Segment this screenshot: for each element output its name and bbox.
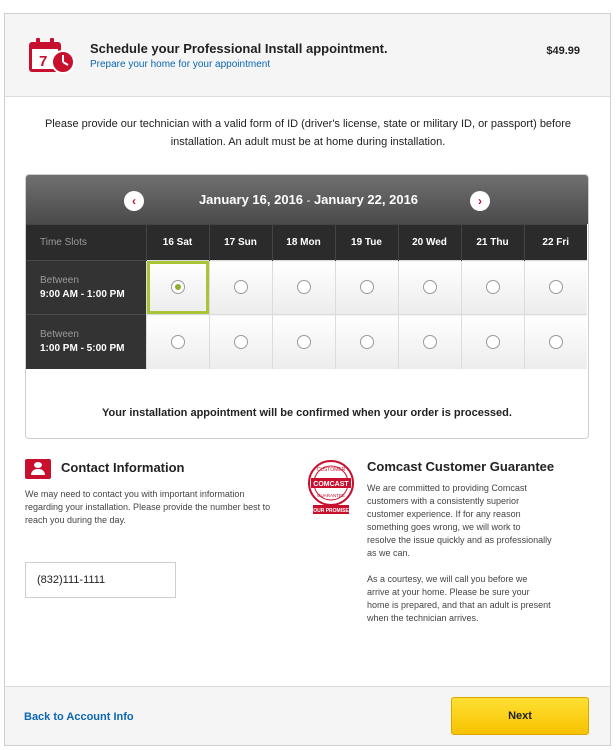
- calendar-clock-icon: [27, 36, 77, 76]
- slot-radio[interactable]: [297, 335, 311, 349]
- page-title: Schedule your Professional Install appointment.: [90, 41, 388, 56]
- guarantee-paragraph-1: We are committed to providing Comcast customers with a consistently superior customer experience. If for any reason something goes wrong, we will work to resolve the issue quickly and as professionally as we can.: [367, 483, 552, 558]
- slot-cell[interactable]: [335, 315, 398, 369]
- slot-radio[interactable]: [549, 335, 563, 349]
- footer: [5, 686, 610, 745]
- time-slot-label: [26, 261, 146, 315]
- next-button[interactable]: Next: [451, 697, 589, 735]
- guarantee-paragraph-2: As a courtesy, we will call you before we arrive at your home. Please be sure your home is prepared, and that an adult is present when the technician arrives.: [367, 574, 551, 623]
- slot-cell[interactable]: [209, 315, 272, 369]
- time-slot-row: [26, 315, 587, 369]
- chevron-left-icon: ‹: [132, 194, 136, 208]
- install-panel: [4, 13, 611, 746]
- slot-radio[interactable]: [549, 280, 563, 294]
- slot-radio[interactable]: [423, 335, 437, 349]
- slot-cell[interactable]: [524, 261, 587, 315]
- slot-time-range: 1:00 PM - 5:00 PM: [40, 342, 125, 354]
- week-start: January 16, 2016: [198, 192, 304, 207]
- contact-description: We may need to contact you with important information regarding your installation. Please provide the number best to reach you during the day.: [25, 489, 271, 525]
- time-slot-label: [26, 315, 146, 369]
- appointment-scheduler: [25, 174, 589, 439]
- slot-radio[interactable]: [360, 335, 374, 349]
- slot-between-label: Between: [40, 328, 79, 340]
- slot-cell[interactable]: [272, 315, 335, 369]
- page-subtitle-link[interactable]: Prepare your home for your appointment: [90, 59, 271, 70]
- slot-cell[interactable]: [524, 315, 587, 369]
- day-header-row: [26, 225, 587, 261]
- install-price: $49.99: [546, 45, 580, 57]
- guarantee-seal-icon: [307, 459, 355, 517]
- confirmation-note: Your installation appointment will be confirmed when your order is processed.: [102, 407, 512, 419]
- day-header: 20 Wed: [398, 225, 461, 261]
- slot-cell[interactable]: [461, 261, 524, 315]
- svg-text:7: 7: [39, 53, 48, 70]
- svg-text:GUARANTEE: GUARANTEE: [316, 493, 346, 498]
- slot-cell[interactable]: [209, 261, 272, 315]
- time-slots-header: Time Slots: [26, 225, 146, 261]
- svg-text:CUSTOMER: CUSTOMER: [316, 467, 346, 473]
- slot-radio[interactable]: [423, 280, 437, 294]
- day-header: 17 Sun: [209, 225, 272, 261]
- contact-title: Contact Information: [61, 460, 185, 475]
- id-notice: Please provide our technician with a valid form of ID (driver's license, state or military ID, or passport) before installation. An adult must be at home during installation.: [44, 118, 572, 148]
- slot-between-label: Between: [40, 274, 79, 286]
- week-end: January 22, 2016: [313, 192, 419, 207]
- slot-cell[interactable]: [335, 261, 398, 315]
- slot-cell[interactable]: [272, 261, 335, 315]
- day-header: 18 Mon: [272, 225, 335, 261]
- guarantee-title: Comcast Customer Guarantee: [367, 459, 555, 474]
- next-week-button[interactable]: [470, 191, 490, 211]
- slot-cell[interactable]: [461, 315, 524, 369]
- week-separator: -: [306, 195, 311, 207]
- slot-radio[interactable]: [360, 280, 374, 294]
- phone-input[interactable]: [25, 562, 176, 598]
- slot-radio[interactable]: [297, 280, 311, 294]
- day-header: 16 Sat: [146, 225, 209, 261]
- slot-cell[interactable]: [398, 315, 461, 369]
- svg-text:OUR PROMISE: OUR PROMISE: [313, 508, 349, 514]
- slot-cell[interactable]: [398, 261, 461, 315]
- header: [5, 14, 610, 97]
- day-header: 21 Thu: [461, 225, 524, 261]
- chevron-right-icon: ›: [478, 194, 482, 208]
- slot-radio[interactable]: [234, 280, 248, 294]
- time-slot-row: [26, 261, 587, 315]
- slot-radio[interactable]: [234, 335, 248, 349]
- slot-radio[interactable]: [486, 280, 500, 294]
- week-range: [151, 192, 466, 207]
- prev-week-button[interactable]: [124, 191, 144, 211]
- slot-radio[interactable]: [486, 335, 500, 349]
- slot-time-range: 9:00 AM - 1:00 PM: [40, 288, 125, 300]
- slot-cell[interactable]: [146, 315, 209, 369]
- time-slot-grid: [26, 224, 587, 369]
- svg-text:COMCAST: COMCAST: [313, 481, 349, 488]
- week-navigation: [26, 175, 588, 224]
- back-to-account-link[interactable]: Back to Account Info: [24, 711, 134, 723]
- guarantee-text: [367, 482, 552, 638]
- contact-card-icon: [25, 459, 51, 479]
- slot-cell[interactable]: [146, 261, 209, 315]
- day-header: 19 Tue: [335, 225, 398, 261]
- day-header: 22 Fri: [524, 225, 587, 261]
- slot-radio-selected[interactable]: [171, 280, 185, 294]
- slot-radio[interactable]: [171, 335, 185, 349]
